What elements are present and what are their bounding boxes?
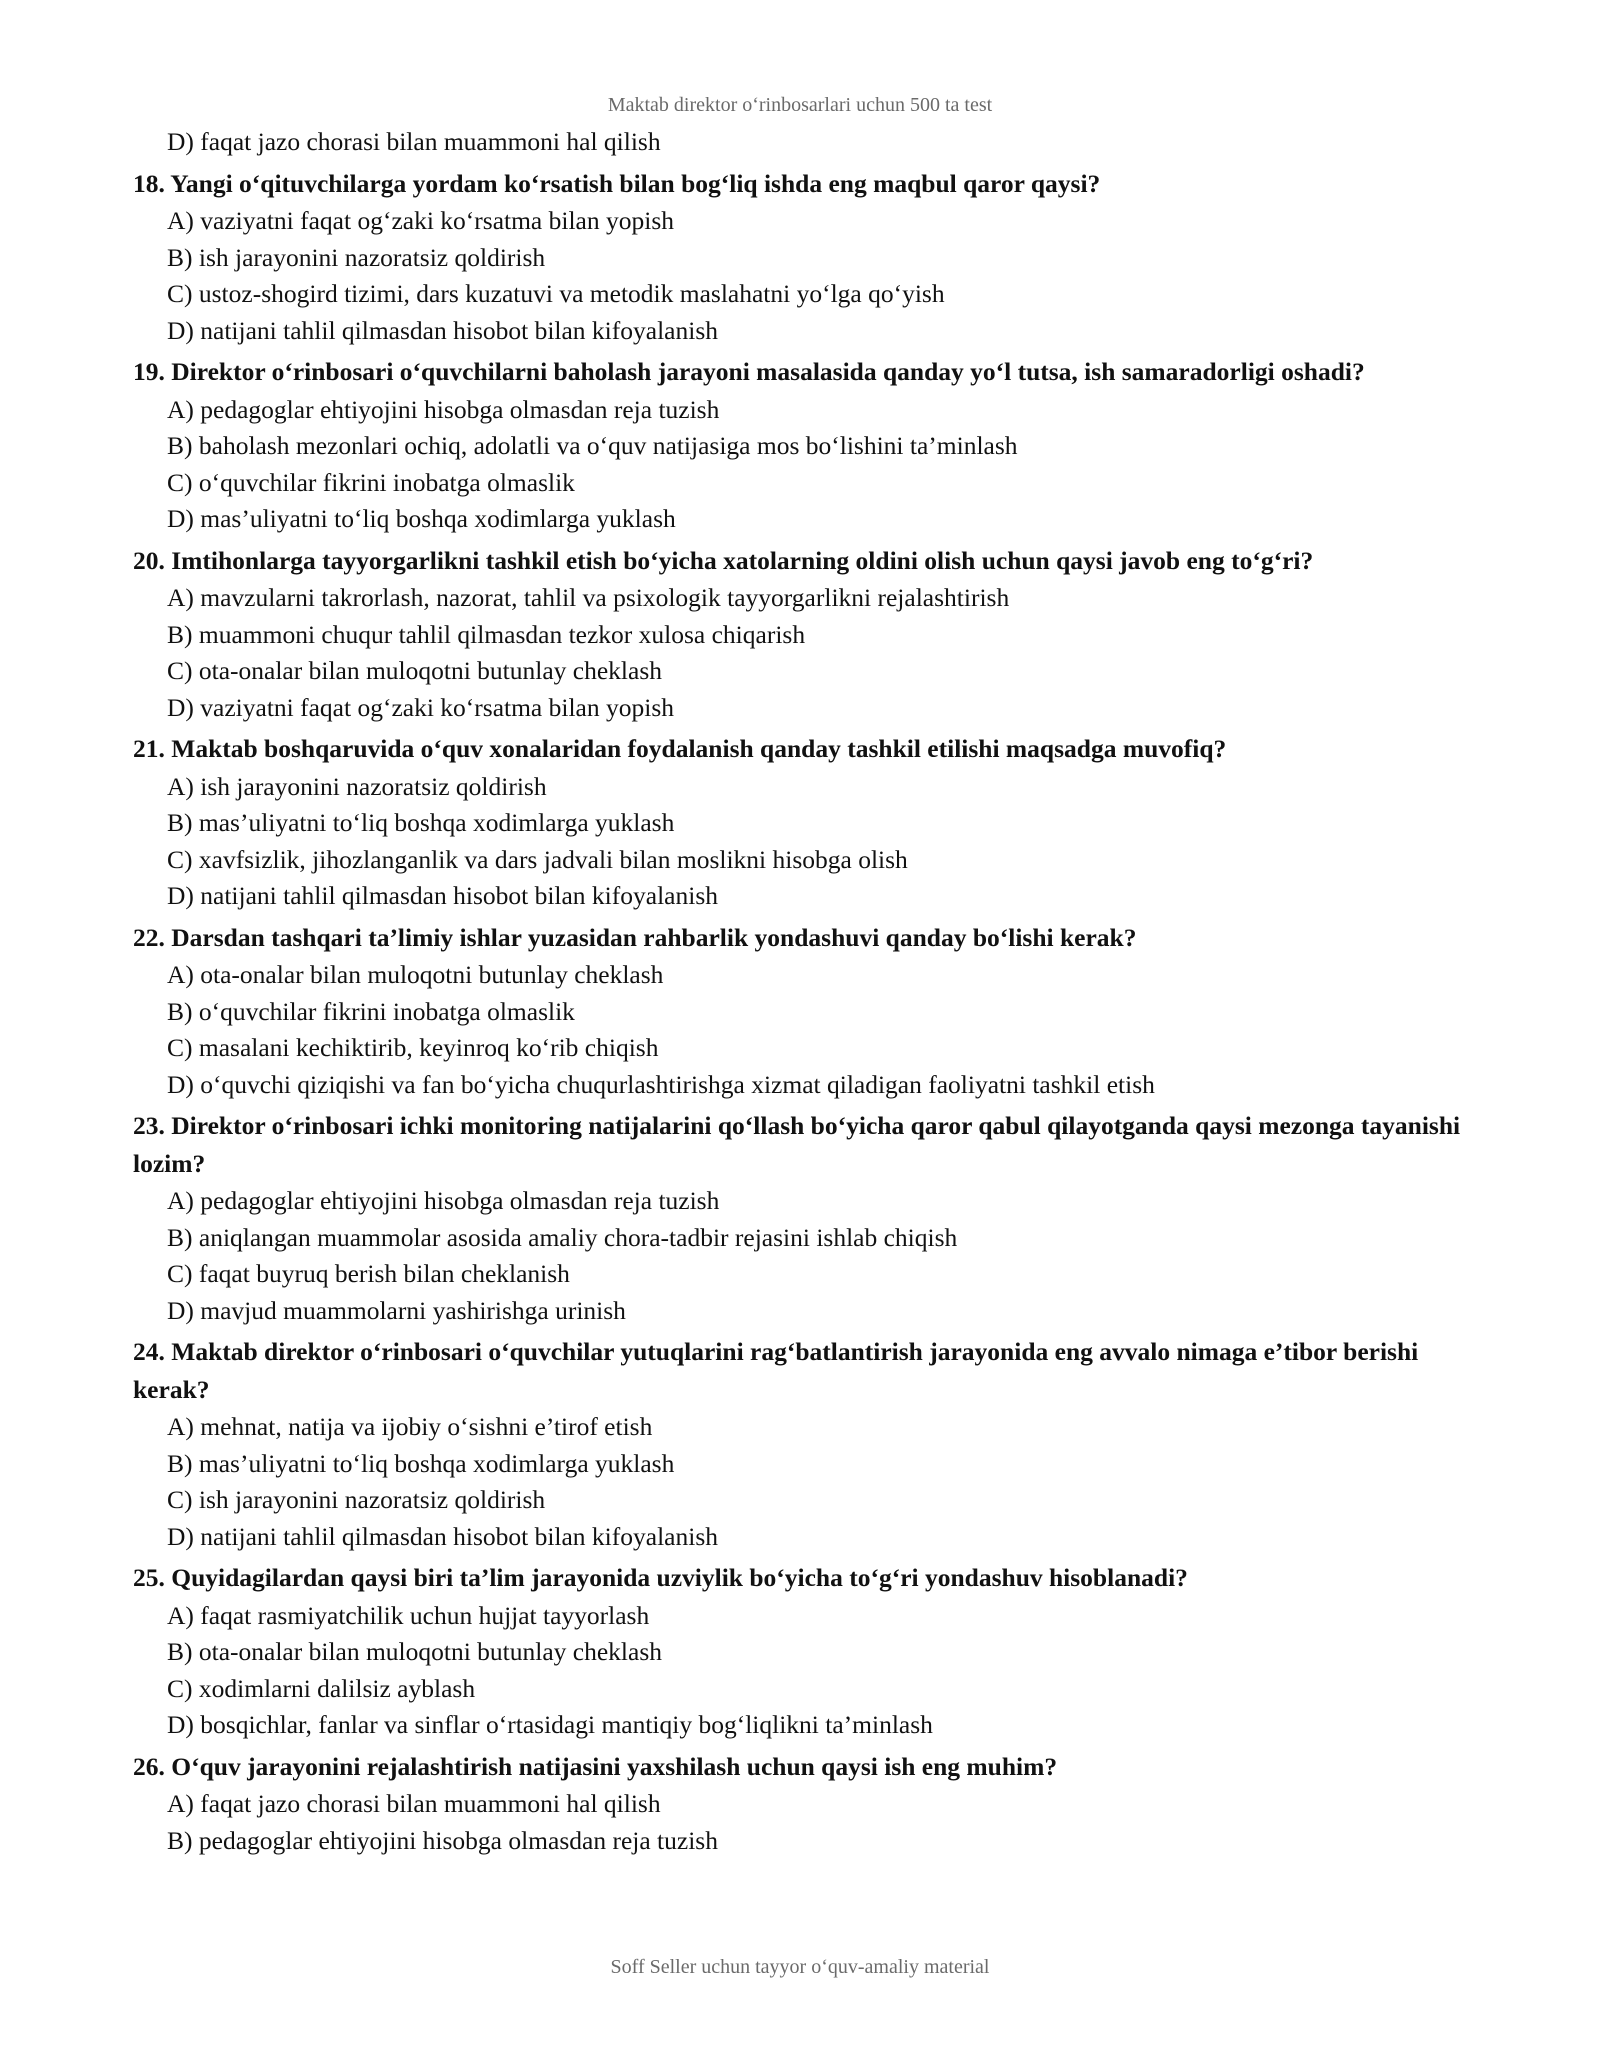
question-block (133, 353, 1473, 538)
answer-option: B) muammoni chuqur tahlil qilmasdan tezkor xulosa chiqarish (167, 619, 806, 649)
question-block (133, 1559, 1473, 1744)
answer-option: C) o‘quvchilar fikrini inobatga olmaslik (167, 467, 575, 497)
answer-option: A) pedagoglar ehtiyojini hisobga olmasdan reja tuzish (167, 394, 720, 424)
answer-option: B) mas’uliyatni to‘liq boshqa xodimlarga yuklash (167, 808, 675, 837)
answer-option: C) ustoz-shogird tizimi, dars kuzatuvi va metodik maslahatni yo‘lga qo‘yish (167, 279, 945, 308)
question-text: 22. Darsdan tashqari ta’limiy ishlar yuzasidan rahbarlik yondashuvi qanday bo‘lishi kerak? (133, 922, 1137, 952)
question-text: 23. Direktor o‘rinbosari ichki monitoring natijalarini qo‘llash bo‘yicha qaror qabul qilayotganda qaysi mezonga tayanishi lozim? (133, 1111, 1461, 1178)
question-text: 19. Direktor o‘rinbosari o‘quvchilarni baholash jarayoni masalasida qanday yo‘l tutsa, ish samaradorligi oshadi? (133, 357, 1365, 386)
question-block (133, 165, 1473, 350)
question-block (133, 542, 1473, 727)
answer-option: D) natijani tahlil qilmasdan hisobot bilan kifoyalanish (167, 881, 718, 910)
question-text: 18. Yangi o‘qituvchilarga yordam ko‘rsatish bilan bog‘liq ishda eng maqbul qaror qaysi? (133, 168, 1101, 198)
answer-option: A) ota-onalar bilan muloqotni butunlay cheklash (167, 960, 664, 989)
question-block (133, 1748, 1473, 1860)
answer-option: D) faqat jazo chorasi bilan muammoni hal qilish (167, 127, 661, 156)
question-block (133, 1107, 1473, 1329)
question-text: 21. Maktab boshqaruvida o‘quv xonalaridan foydalanish qanday tashkil etilishi maqsadga muvofiq? (133, 734, 1227, 763)
answer-option: B) o‘quvchilar fikrini inobatga olmaslik (167, 996, 575, 1026)
answer-option: D) o‘quvchi qiziqishi va fan bo‘yicha chuqurlashtirishga xizmat qiladigan faoliyatni tashkil etish (167, 1069, 1155, 1099)
answer-option: C) ish jarayonini nazoratsiz qoldirish (167, 1485, 546, 1514)
answer-option: A) faqat jazo chorasi bilan muammoni hal qilish (167, 1789, 661, 1818)
question-block (133, 730, 1473, 915)
answer-option: D) natijani tahlil qilmasdan hisobot bilan kifoyalanish (167, 1521, 718, 1551)
answer-option: D) natijani tahlil qilmasdan hisobot bilan kifoyalanish (167, 315, 718, 345)
answer-option: A) ish jarayonini nazoratsiz qoldirish (167, 771, 547, 801)
answer-option: D) mavjud muammolarni yashirishga urinish (167, 1295, 626, 1325)
answer-option: C) xavfsizlik, jihozlanganlik va dars jadvali bilan moslikni hisobga olish (167, 844, 908, 874)
answer-option: B) ota-onalar bilan muloqotni butunlay cheklash (167, 1637, 663, 1666)
answer-option: A) vaziyatni faqat og‘zaki ko‘rsatma bilan yopish (167, 206, 674, 235)
question-block (133, 919, 1473, 1104)
answer-option: C) faqat buyruq berish bilan cheklanish (167, 1259, 570, 1288)
answer-option: C) ota-onalar bilan muloqotni butunlay cheklash (167, 656, 663, 685)
answer-option: B) baholash mezonlari ochiq, adolatli va o‘quv natijasiga mos bo‘lishini ta’minlash (167, 431, 1018, 460)
question-text: 25. Quyidagilardan qaysi biri ta’lim jarayonida uzviylik bo‘yicha to‘g‘ri yondashuv hisoblanadi? (133, 1563, 1188, 1592)
page-header: Maktab direktor o‘rinbosarlari uchun 500 ta test (607, 94, 993, 116)
answer-option: D) vaziyatni faqat og‘zaki ko‘rsatma bilan yopish (167, 692, 674, 722)
answer-option: B) ish jarayonini nazoratsiz qoldirish (167, 242, 546, 272)
answer-option: A) pedagoglar ehtiyojini hisobga olmasdan reja tuzish (167, 1186, 720, 1215)
question-text: 24. Maktab direktor o‘rinbosari o‘quvchilar yutuqlarini rag‘batlantirish jarayonida eng avvalo nimaga e’tibor berishi kerak? (133, 1337, 1419, 1404)
question-list (133, 124, 1473, 1859)
answer-option: A) mehnat, natija va ijobiy o‘sishni e’tirof etish (167, 1412, 653, 1441)
question-text: 20. Imtihonlarga tayyorgarlikni tashkil etish bo‘yicha xatolarning oldini olish uchun qaysi javob eng to‘g‘ri? (133, 545, 1314, 575)
answer-option: A) faqat rasmiyatchilik uchun hujjat tayyorlash (167, 1600, 650, 1630)
answer-option: C) xodimlarni dalilsiz ayblash (167, 1673, 476, 1703)
answer-option: D) bosqichlar, fanlar va sinflar o‘rtasidagi mantiqiy bog‘liqlikni ta’minlash (167, 1710, 933, 1739)
question-block (133, 1333, 1473, 1555)
question-text: 26. O‘quv jarayonini rejalashtirish natijasini yaxshilash uchun qaysi ish eng muhim? (133, 1751, 1058, 1781)
answer-option: B) aniqlangan muammolar asosida amaliy chora-tadbir rejasini ishlab chiqish (167, 1222, 958, 1252)
answer-option: A) mavzularni takrorlash, nazorat, tahlil va psixologik tayyorgarlikni rejalashtirish (167, 583, 1010, 612)
answer-option: B) mas’uliyatni to‘liq boshqa xodimlarga yuklash (167, 1448, 675, 1478)
answer-option: C) masalani kechiktirib, keyinroq ko‘rib chiqish (167, 1033, 659, 1062)
page-footer: Soff Seller uchun tayyor o‘quv-amaliy material (610, 1956, 990, 1978)
answer-option: B) pedagoglar ehtiyojini hisobga olmasdan reja tuzish (167, 1825, 718, 1855)
answer-option: D) mas’uliyatni to‘liq boshqa xodimlarga yuklash (167, 504, 676, 533)
